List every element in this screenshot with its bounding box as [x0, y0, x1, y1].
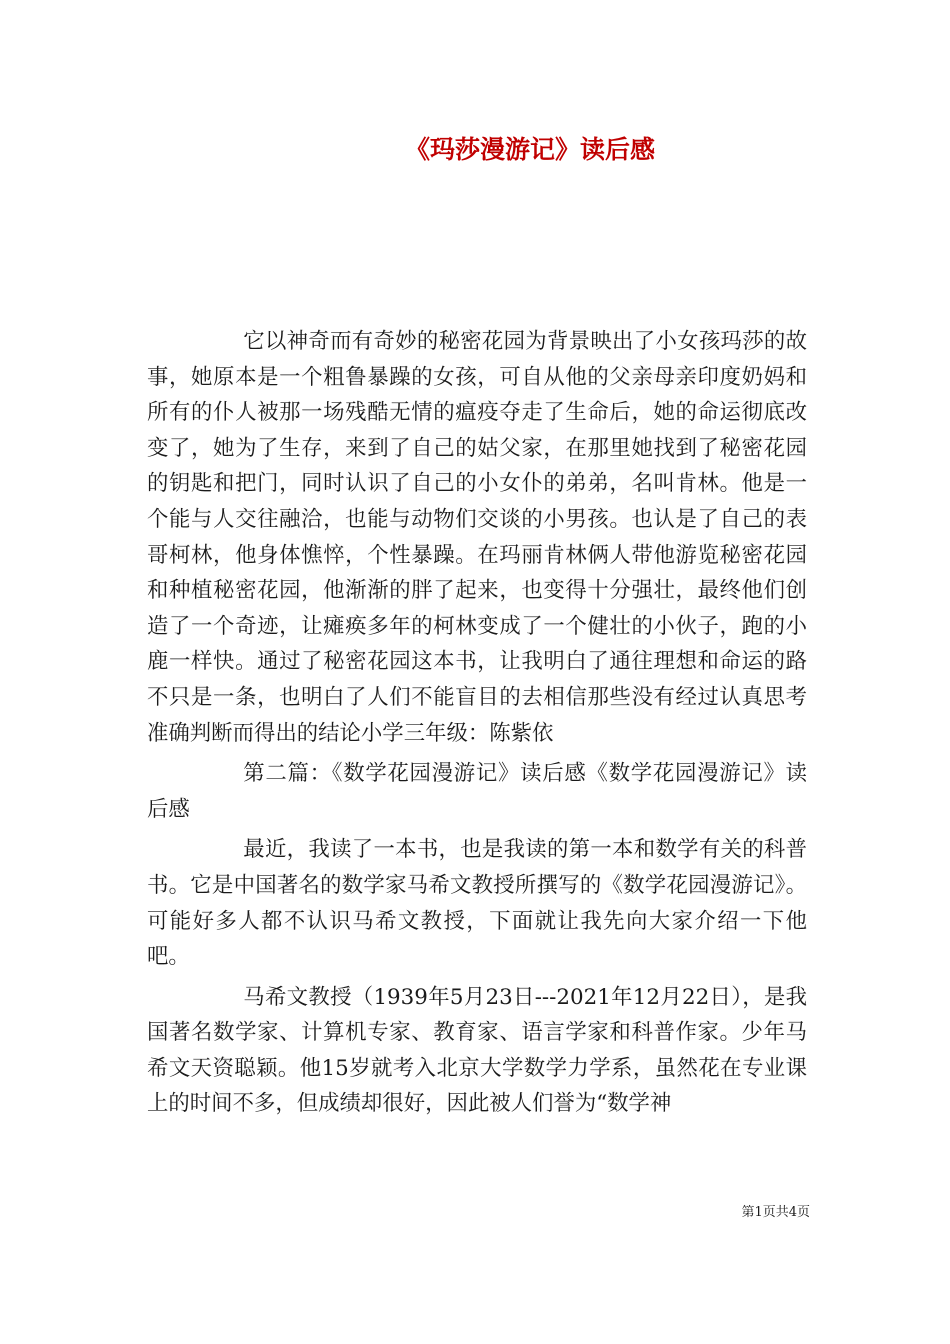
document-body	[147, 324, 807, 1122]
paragraph-1: 它以神奇而有奇妙的秘密花园为背景映出了小女孩玛莎的故事，她原本是一个粗鲁暴躁的女孩，可自从他的父亲母亲印度奶妈和所有的仆人被那一场残酷无情的瘟疫夺走了生命后，她的命运彻底改变了，她为了生存，来到了自己的姑父家，在那里她找到了秘密花园的钥匙和把门，同时认识了自己的小女仆的弟弟，名叫肯林。他是一个能与人交往融洽，也能与动物们交谈的小男孩。也认是了自己的表哥柯林，他身体憔悴，个性暴躁。在玛丽肯林俩人带他游览秘密花园和种植秘密花园，他渐渐的胖了起来，也变得十分强壮，最终他们创造了一个奇迹，让瘫痪多年的柯林变成了一个健壮的小伙子，跑的小鹿一样快。通过了秘密花园这本书，让我明白了通往理想和命运的路不只是一条，也明白了人们不能盲目的去相信那些没有经过认真思考准确判断而得出的结论小学三年级：陈紫依	[147, 329, 807, 746]
paragraph-3: 最近，我读了一本书，也是我读的第一本和数学有关的科普书。它是中国著名的数学家马希文教授所撰写的《数学花园漫游记》。可能好多人都不认识马希文教授，下面就让我先向大家介绍一下他吧。	[147, 837, 807, 970]
document-title: 《玛莎漫游记》读后感	[404, 135, 655, 164]
paragraph-2: 第二篇：《数学花园漫游记》读后感《数学花园漫游记》读后感	[147, 761, 807, 822]
paragraph-4: 马希文教授（1939年5月23日---2021年12月22日），是我国著名数学家、计算机专家、教育家、语言学家和科普作家。少年马希文天资聪颖。他15岁就考入北京大学数学力学系，虽然花在专业课上的时间不多，但成绩却很好，因此被人们誉为“数学神	[147, 984, 807, 1117]
page-number-footer: 第1页共4页	[741, 1205, 810, 1220]
